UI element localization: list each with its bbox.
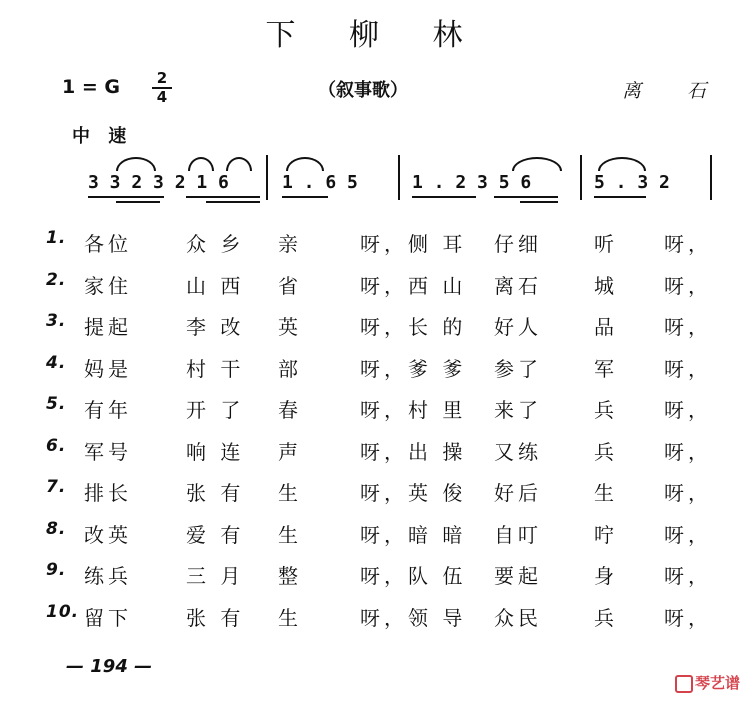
time-signature-bottom: 4 bbox=[156, 88, 168, 106]
lyric-word: 爱 有 bbox=[186, 522, 245, 547]
beam-underline bbox=[206, 201, 260, 203]
bar-line bbox=[266, 155, 268, 200]
lyric-word: 呀， bbox=[664, 315, 712, 339]
lyric-word: 张 有 bbox=[186, 481, 245, 505]
verse-number: 9. bbox=[46, 560, 67, 580]
verse-number: 10. bbox=[46, 601, 80, 622]
slur-mark bbox=[188, 157, 214, 171]
lyric-word: 呀， bbox=[664, 522, 712, 547]
song-title: 下 柳 林 bbox=[265, 18, 485, 53]
time-signature bbox=[152, 70, 172, 106]
verse-number: 3. bbox=[46, 311, 67, 331]
verse-number: 7. bbox=[46, 477, 67, 497]
lyric-word: 咛 bbox=[594, 522, 618, 547]
slur-mark bbox=[226, 157, 252, 171]
beam-underline bbox=[520, 201, 558, 203]
lyric-word: 呀，英 俊 bbox=[360, 481, 467, 505]
verse-number: 5. bbox=[46, 394, 67, 414]
lyric-word: 好后 bbox=[494, 481, 542, 505]
lyric-word: 整 bbox=[278, 564, 302, 588]
verse-number: 8. bbox=[46, 518, 67, 539]
lyric-word: 声 bbox=[278, 439, 302, 464]
lyric-word: 各位 bbox=[84, 232, 132, 256]
lyric-word: 生 bbox=[278, 605, 302, 630]
notation-measure-2: 1 . 6 5 bbox=[282, 172, 358, 193]
lyric-word: 兵 bbox=[594, 439, 618, 464]
lyric-word: 仔细 bbox=[494, 232, 542, 256]
lyric-word: 军 bbox=[594, 356, 618, 381]
notation-measure-1: 3 3 2 3 2 1 6 bbox=[88, 172, 229, 193]
lyric-word: 城 bbox=[594, 273, 618, 298]
page-number: — 194 — bbox=[66, 656, 153, 677]
lyric-word: 部 bbox=[278, 356, 302, 381]
lyric-word: 呀， bbox=[664, 439, 712, 464]
notation-measure-4: 5 . 3 2 bbox=[594, 172, 670, 193]
lyric-word: 好人 bbox=[494, 315, 542, 339]
lyric-word: 来了 bbox=[494, 398, 542, 422]
music-logo-icon bbox=[675, 675, 693, 693]
lyric-word: 妈是 bbox=[84, 356, 132, 381]
lyric-word: 生 bbox=[278, 481, 302, 505]
lyric-word: 村 干 bbox=[186, 356, 245, 381]
lyric-word: 呀，出 操 bbox=[360, 439, 467, 464]
beam-underline bbox=[282, 196, 328, 198]
slur-mark bbox=[286, 157, 324, 171]
lyric-word: 军号 bbox=[84, 439, 132, 464]
lyric-word: 呀， bbox=[664, 398, 712, 422]
beam-underline bbox=[594, 196, 646, 198]
lyric-word: 亲 bbox=[278, 232, 302, 256]
beam-underline bbox=[88, 196, 164, 198]
lyric-word: 改英 bbox=[84, 522, 132, 547]
lyric-word: 呀， bbox=[664, 273, 712, 298]
lyric-word: 呀， bbox=[664, 605, 712, 630]
lyric-word: 生 bbox=[594, 481, 618, 505]
lyric-word: 家住 bbox=[84, 273, 132, 298]
lyric-word: 要起 bbox=[494, 564, 542, 588]
watermark-logo bbox=[675, 672, 740, 693]
lyric-word: 呀， bbox=[664, 564, 712, 588]
lyric-word: 呀，西 山 bbox=[360, 273, 467, 298]
lyric-word: 英 bbox=[278, 315, 302, 339]
beam-underline bbox=[186, 196, 260, 198]
bar-line bbox=[710, 155, 712, 200]
lyric-word: 省 bbox=[278, 273, 302, 298]
lyric-word: 呀， bbox=[664, 481, 712, 505]
slur-mark bbox=[598, 157, 646, 171]
slur-mark bbox=[512, 157, 562, 171]
lyric-word: 众 乡 bbox=[186, 232, 245, 256]
verse-number: 1. bbox=[46, 228, 67, 248]
lyric-word: 春 bbox=[278, 398, 302, 422]
lyric-word: 提起 bbox=[84, 315, 132, 339]
lyric-word: 又练 bbox=[494, 439, 542, 464]
lyric-word: 三 月 bbox=[186, 564, 245, 588]
lyric-word: 品 bbox=[594, 315, 618, 339]
lyric-word: 兵 bbox=[594, 398, 618, 422]
bar-line bbox=[580, 155, 582, 200]
bar-line bbox=[398, 155, 400, 200]
lyric-word: 响 连 bbox=[186, 439, 245, 464]
slur-mark bbox=[116, 157, 156, 171]
lyric-word: 听 bbox=[594, 232, 618, 256]
lyric-word: 排长 bbox=[84, 481, 132, 505]
lyric-word: 有年 bbox=[84, 398, 132, 422]
lyric-word: 自叮 bbox=[494, 522, 542, 547]
lyric-word: 呀，队 伍 bbox=[360, 564, 467, 588]
author-label: 离 石 bbox=[622, 80, 727, 102]
lyric-word: 兵 bbox=[594, 605, 618, 630]
genre-label: （叙事歌） bbox=[318, 80, 408, 101]
lyric-word: 呀，侧 耳 bbox=[360, 232, 467, 256]
lyric-word: 张 有 bbox=[186, 605, 245, 630]
lyric-word: 呀，长 的 bbox=[360, 315, 467, 339]
lyric-word: 身 bbox=[594, 564, 618, 588]
lyric-word: 山 西 bbox=[186, 273, 245, 298]
time-signature-top: 2 bbox=[156, 69, 168, 87]
lyric-word: 呀，暗 暗 bbox=[360, 522, 467, 547]
lyric-word: 生 bbox=[278, 522, 302, 547]
verse-number: 2. bbox=[46, 269, 67, 290]
lyric-word: 呀，领 导 bbox=[360, 605, 467, 630]
beam-underline bbox=[116, 201, 160, 203]
lyric-word: 参了 bbox=[494, 356, 542, 381]
lyric-word: 呀， bbox=[664, 356, 712, 381]
verse-number: 6. bbox=[46, 435, 67, 456]
lyric-word: 留下 bbox=[84, 605, 132, 630]
lyric-word: 呀，村 里 bbox=[360, 398, 467, 422]
watermark-text: 琴艺谱 bbox=[694, 674, 740, 692]
lyric-word: 开 了 bbox=[186, 398, 245, 422]
verse-number: 4. bbox=[46, 352, 67, 373]
beam-underline bbox=[494, 196, 558, 198]
lyric-word: 呀， bbox=[664, 232, 712, 256]
lyric-word: 众民 bbox=[494, 605, 542, 630]
lyric-word: 离石 bbox=[494, 273, 542, 298]
tempo-marking: 中 速 bbox=[72, 126, 133, 147]
beam-underline bbox=[412, 196, 476, 198]
lyric-word: 李 改 bbox=[186, 315, 245, 339]
lyric-word: 呀，爹 爹 bbox=[360, 356, 467, 381]
lyric-word: 练兵 bbox=[84, 564, 132, 588]
key-signature: 1 = G bbox=[62, 76, 120, 98]
notation-measure-3: 1 . 2 3 5 6 bbox=[412, 172, 532, 193]
